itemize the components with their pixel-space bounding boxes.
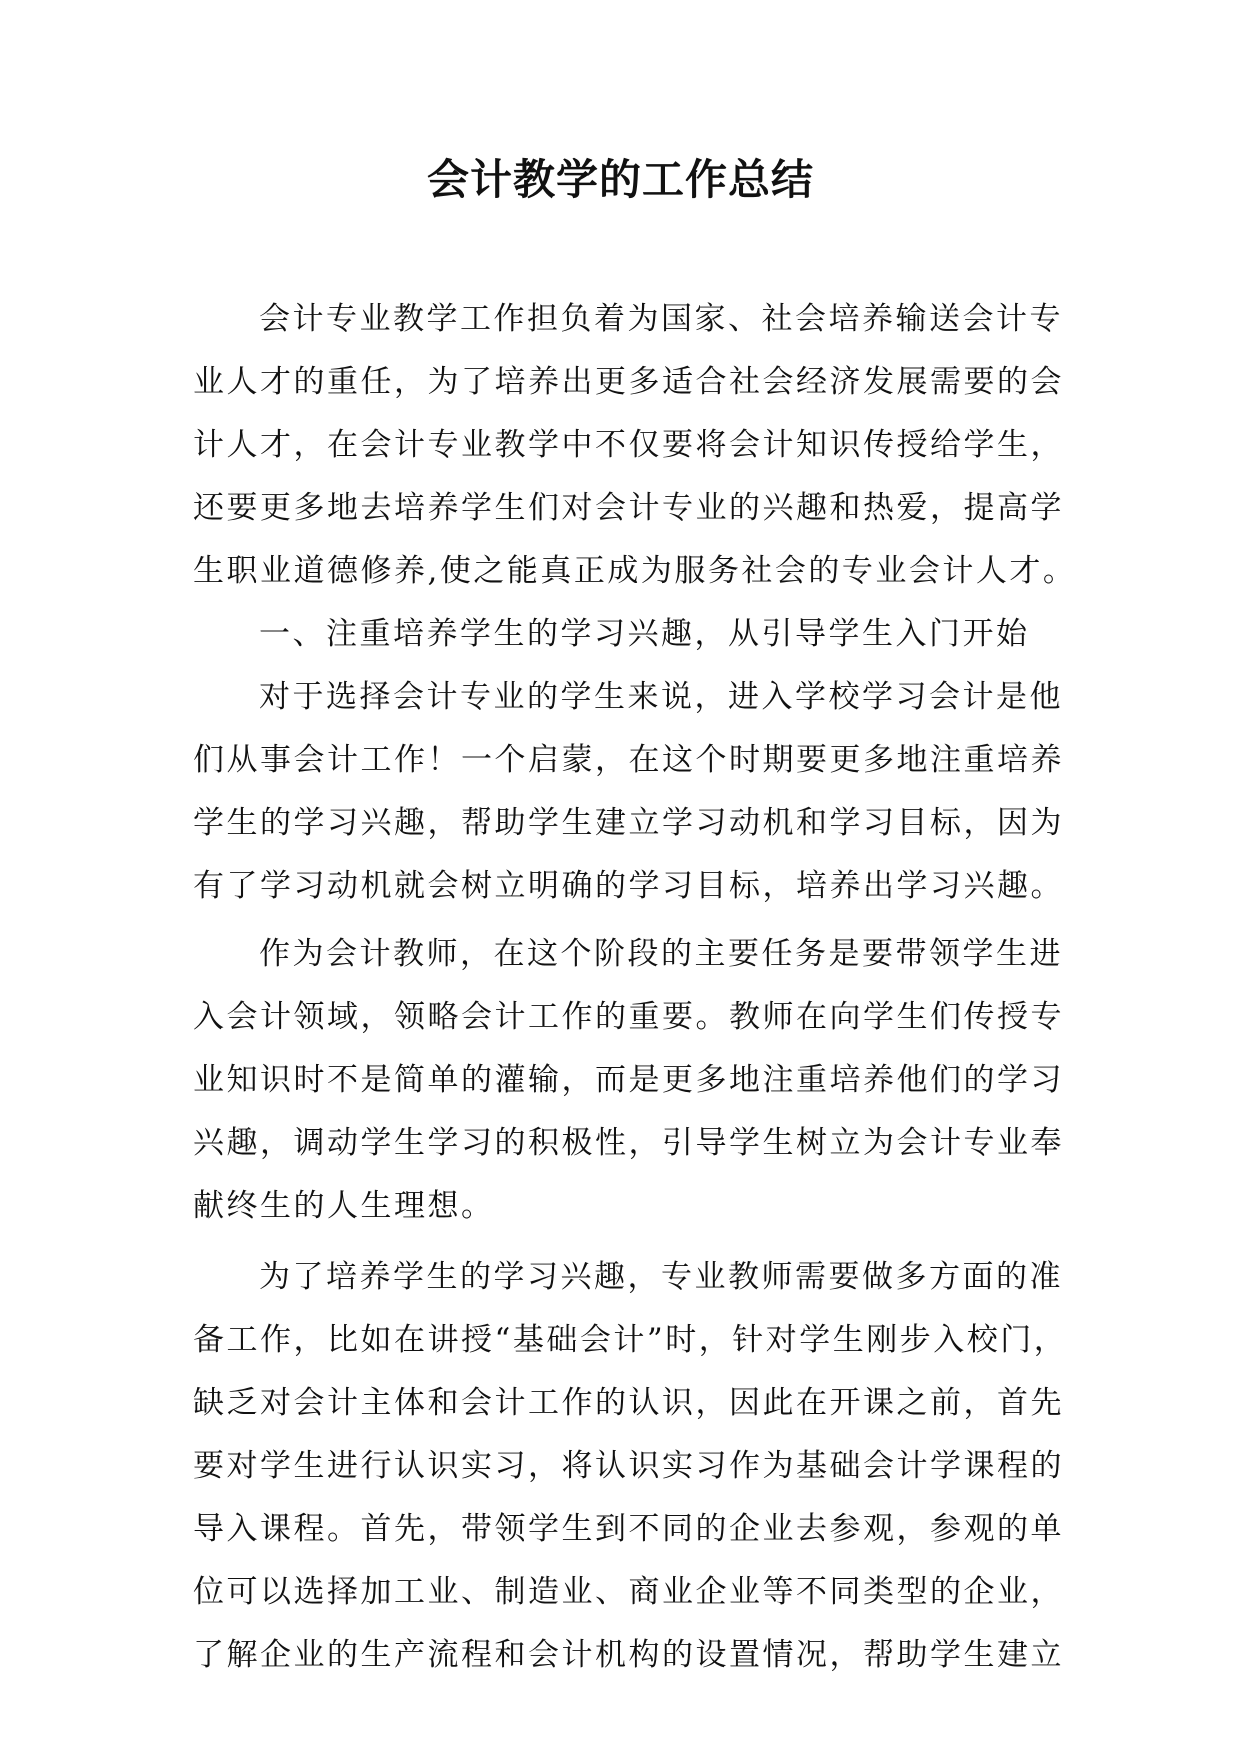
text-line: 兴趣，调动学生学习的积极性，引导学生树立为会计专业奉 bbox=[193, 1125, 1064, 1161]
text-line: 还要更多地去培养学生们对会计专业的兴趣和热爱，提高学 bbox=[193, 490, 1064, 526]
text-line: 业人才的重任，为了培养出更多适合社会经济发展需要的会 bbox=[193, 364, 1064, 400]
text-line: 们从事会计工作！一个启蒙，在这个时期要更多地注重培养 bbox=[193, 742, 1064, 778]
text-line: 备工作，比如在讲授“基础会计”时，针对学生刚步入校门， bbox=[193, 1322, 1068, 1358]
text-line: 会计专业教学工作担负着为国家、社会培养输送会计专 bbox=[259, 301, 1063, 337]
text-line: 学生的学习兴趣，帮助学生建立学习动机和学习目标，因为 bbox=[193, 805, 1064, 841]
text-line: 了解企业的生产流程和会计机构的设置情况，帮助学生建立 bbox=[193, 1637, 1064, 1673]
text-line: 位可以选择加工业、制造业、商业企业等不同类型的企业， bbox=[193, 1574, 1064, 1610]
text-line: 对于选择会计专业的学生来说，进入学校学习会计是他 bbox=[259, 679, 1063, 715]
document-body bbox=[193, 288, 1077, 1687]
document-title: 会计教学的工作总结 bbox=[426, 155, 814, 204]
text-line: 缺乏对会计主体和会计工作的认识，因此在开课之前，首先 bbox=[193, 1385, 1064, 1421]
text-line: 计人才，在会计专业教学中不仅要将会计知识传授给学生， bbox=[193, 427, 1064, 463]
text-line: 要对学生进行认识实习，将认识实习作为基础会计学课程的 bbox=[193, 1448, 1064, 1484]
text-line: 生职业道德修养,使之能真正成为服务社会的专业会计人才。 bbox=[193, 553, 1077, 589]
text-line: 作为会计教师，在这个阶段的主要任务是要带领学生进 bbox=[259, 936, 1063, 972]
text-line: 有了学习动机就会树立明确的学习目标，培养出学习兴趣。 bbox=[193, 868, 1064, 904]
text-line: 入会计领域，领略会计工作的重要。教师在向学生们传授专 bbox=[193, 999, 1064, 1035]
text-line: 业知识时不是简单的灌输，而是更多地注重培养他们的学习 bbox=[193, 1062, 1064, 1098]
text-line: 为了培养学生的学习兴趣，专业教师需要做多方面的准 bbox=[259, 1259, 1063, 1295]
section-heading: 一、注重培养学生的学习兴趣，从引导学生入门开始 bbox=[259, 616, 1030, 652]
text-line: 导入课程。首先，带领学生到不同的企业去参观，参观的单 bbox=[193, 1511, 1064, 1547]
text-line: 献终生的人生理想。 bbox=[193, 1188, 495, 1224]
